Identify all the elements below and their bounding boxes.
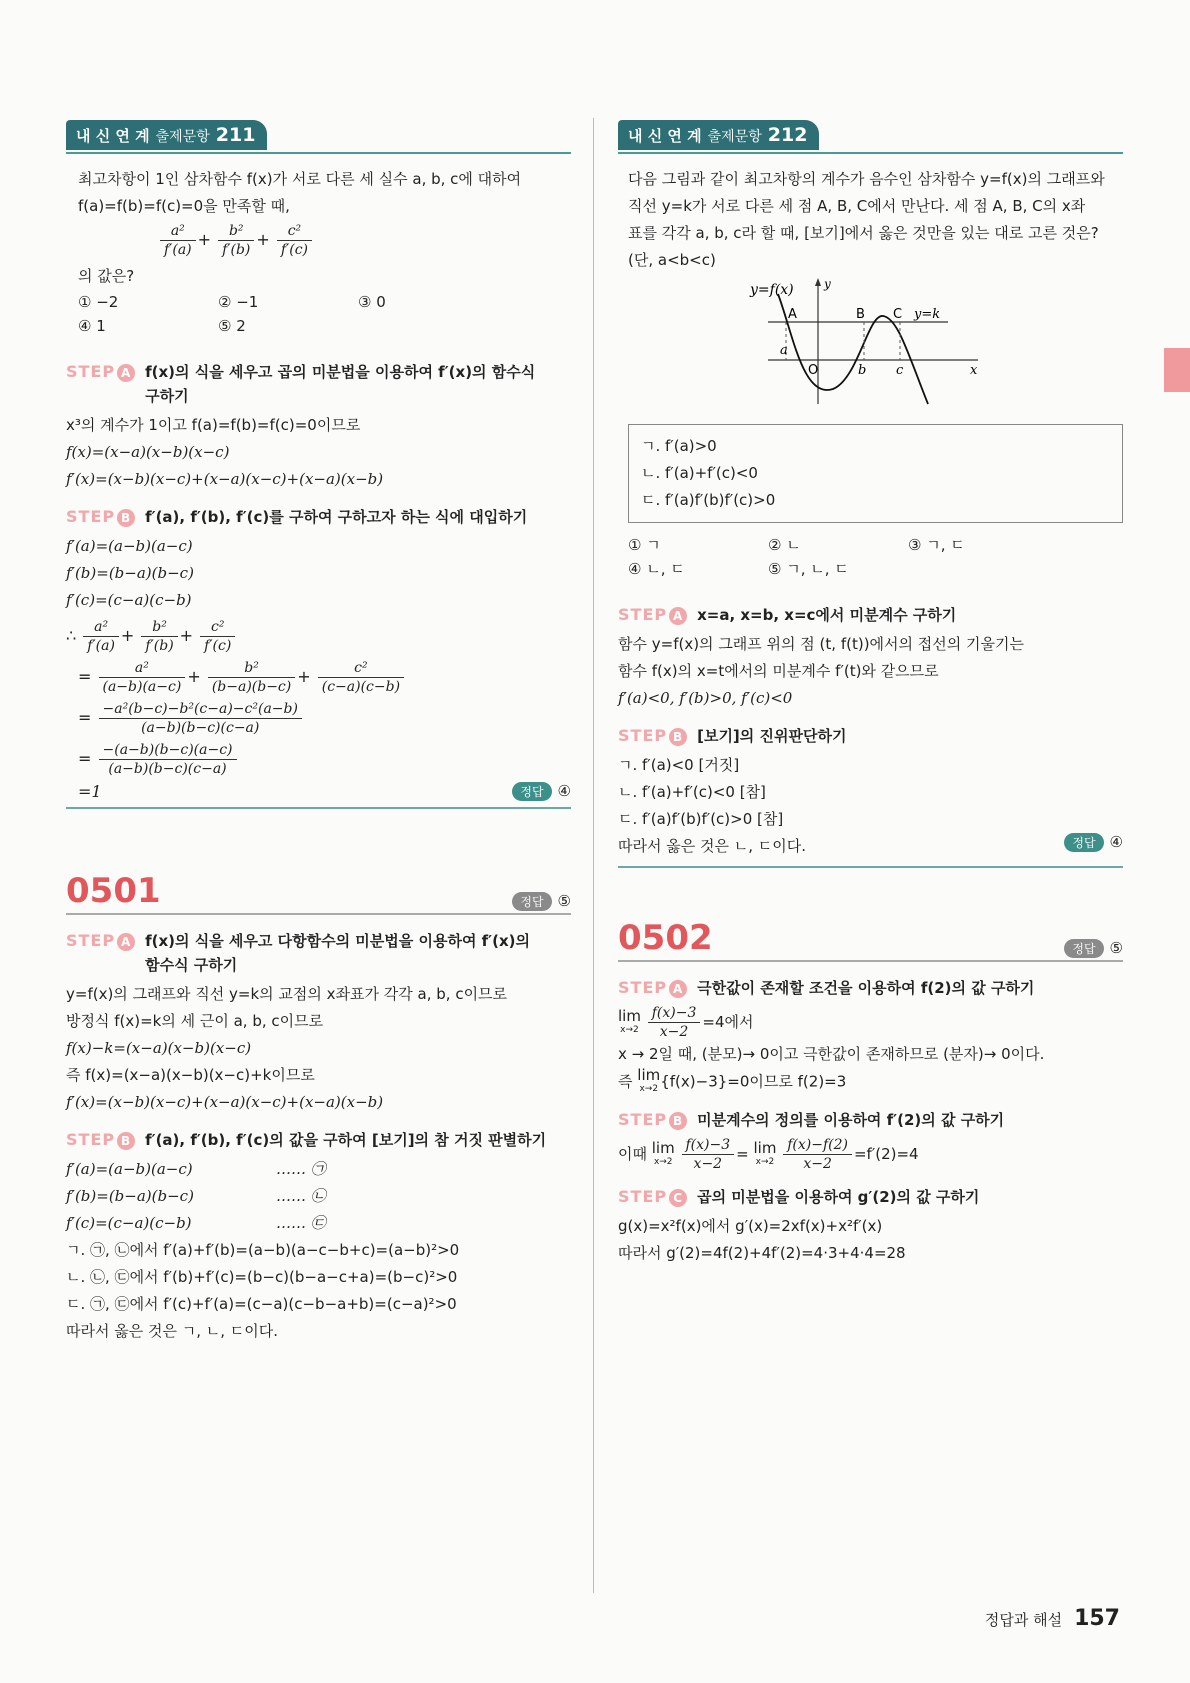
solution-line: f′(a)<0, f′(b)>0, f′(c)<0 [618,689,793,707]
step-label: STEP A [66,929,135,953]
solution-line: ㄱ. ㉠, ㉡에서 f′(a)+f′(b)=(a−b)(a−c−b+c)=(a−b)²>0 [66,1241,460,1259]
choice: ③ ㄱ, ㄷ [908,536,965,554]
label-B: B [856,307,865,322]
choice: ② −1 [218,293,259,311]
bogi-item: ㄱ. f′(a)>0 [641,437,717,455]
cubic-graph [748,274,988,414]
problem-212-body [618,154,1123,581]
badge-number: 211 [215,124,256,146]
label-A: A [788,307,797,322]
choices [628,533,1123,581]
problem-0502-header [618,918,1123,962]
solution-line: f′(a)=(a−b)(a−c) …… ㉠ [66,1160,326,1178]
step-a-heading: STEP A f(x)의 식을 세우고 다항함수의 미분법을 이용하여 f′(x)의 함수식 구하기 [66,931,531,974]
step-a-heading: STEP A 극한값이 존재할 조건을 이용하여 f(2)의 값 구하기 [618,976,1123,1000]
fraction: $\frac{\text{b²}}{f'(b)}$ [218,222,254,259]
solution-expression: = $\frac{\text{a²}}{(a-b)(a-c)}$ + $\frac{\text{b²}}{(b-a)(b-c)}$ + $\frac{\text{c²}}{(c-a)(c-b)}$ [78,659,571,696]
label-b: b [858,363,867,378]
step-b-heading: STEP B [보기]의 진위판단하기 [618,724,1123,748]
solution-expression: = $\frac{-(a-b)(b-c)(a-c)}{(a-b)(b-c)(c-a)}$ [78,741,571,778]
bogi-box [628,424,1123,523]
solution-line: f′(c)=(c−a)(c−b) [66,591,192,609]
step-label: STEP B [66,1128,135,1152]
y-axis-arrow [815,278,821,286]
label-a: a [780,343,788,358]
label-yk: y=k [914,307,941,322]
solution-line: f(x)=(x−a)(x−b)(x−c) [66,443,230,461]
solution-0501 [66,871,571,1345]
choice: ① −2 [78,293,119,311]
question-text: (단, a<b<c) [628,251,716,269]
problem-211-header [66,120,571,154]
choice: ⑤ 2 [218,317,246,335]
bogi-item: ㄴ. f′(a)+f′(c)<0 [641,464,758,482]
choice: ① ㄱ [628,536,661,554]
solution-line: f(x)−k=(x−a)(x−b)(x−c) [66,1039,252,1057]
choice: ④ 1 [78,317,106,335]
answer: 정답 ④ [512,782,571,801]
solution-line: 따라서 옳은 것은 ㄱ, ㄴ, ㄷ이다. [66,1322,279,1340]
step-b-heading: STEP B f′(a), f′(b), f′(c)의 값을 구하여 [보기]의 참 거짓 판별하기 [66,1128,571,1152]
fraction: $\frac{\text{a²}}{f'(a)}$ [160,222,196,259]
step-label: STEP C [618,1185,687,1209]
solution-line: g(x)=x²f(x)에서 g′(x)=2xf(x)+x²f′(x) [618,1217,883,1235]
choices [78,290,571,338]
step-label: STEP A [618,976,687,1000]
label-C: C [893,307,903,322]
solution-expression: = $\frac{\text{−a²(b−c)−b²(c−a)−c²(a−b)}}{(a-b)(b-c)(c-a)}$ [78,700,571,737]
step-label: STEP A [618,603,687,627]
step-c-heading: STEP C 곱의 미분법을 이용하여 g′(2)의 값 구하기 [618,1185,1123,1209]
answer: 정답 ⑤ [512,892,571,911]
solution-line: ㄴ. f′(a)+f′(c)<0 [참] [618,783,766,801]
step-a-heading: STEP A f(x)의 식을 세우고 곱의 미분법을 이용하여 f′(x)의 함수식 구하기 [66,362,536,405]
solution-line: 즉 f(x)=(x−a)(x−b)(x−c)+k이므로 [66,1066,315,1084]
question-text: 의 값은? [78,267,135,285]
question-text: 다음 그림과 같이 최고차항의 계수가 음수인 삼차함수 y=f(x)의 그래프와 [628,170,1105,188]
page-number: 157 [1074,1606,1120,1631]
problem-211-badge [66,120,267,150]
fraction: $\frac{\text{c²}}{f'(c)}$ [277,222,312,259]
badge-sub: 출제문항 [155,129,210,145]
choice: ② ㄴ [768,536,801,554]
badge-number: 212 [767,124,808,146]
label-x: x [970,363,978,378]
problem-212-header [618,120,1123,154]
cubic-curve [778,294,928,404]
choice: ⑤ ㄱ, ㄴ, ㄷ [768,560,849,578]
step-b-heading: STEP B f′(a), f′(b), f′(c)를 구하여 구하고자 하는 식에 대입하기 [66,505,571,529]
badge-text: 내 신 연 계 [628,127,702,145]
solution-line: 함수 f(x)의 x=t에서의 미분계수 f′(t)와 같으므로 [618,662,939,680]
page-footer [985,1606,1120,1631]
limit-expression: 이때 lim x→2 $\frac{f(x)-3}{x-2}$ = lim x→2 $\frac{f(x)-f(2)}{x-2}$ =f′(2)=4 [618,1137,919,1172]
problem-0501-header [66,871,571,915]
solution-line: 따라서 g′(2)=4f(2)+4f′(2)=4·3+4·4=28 [618,1244,906,1262]
solution-line: ㄱ. f′(a)<0 [거짓] [618,756,740,774]
solution-line: f′(b)=(b−a)(b−c) …… ㉡ [66,1187,326,1205]
question-expression: $\frac{\text{a²}}{f'(a)}$ + $\frac{\text{b²}}{f'(b)}$ + $\frac{\text{c²}}{f'(c)}$ [158,222,571,259]
step-label: STEP B [618,724,687,748]
section-end-line [66,807,571,809]
final-value: =1 [78,782,102,801]
choice: ④ ㄴ, ㄷ [628,560,685,578]
answer: 정답 ④ [1064,833,1123,860]
footer-label: 정답과 해설 [984,1611,1063,1629]
solution-line: y=f(x)의 그래프와 직선 y=k의 교점의 x좌표가 각각 a, b, c이므로 [66,985,508,1003]
problem-212-badge [618,120,819,150]
solution-line: f′(x)=(x−b)(x−c)+(x−a)(x−c)+(x−a)(x−b) [66,1093,384,1111]
solution-0502 [618,918,1123,1267]
question-text: 직선 y=k가 서로 다른 세 점 A, B, C에서 만난다. 세 점 A, B, C의 x좌 [628,197,1086,215]
solution-line: ㄷ. f′(a)f′(b)f′(c)>0 [참] [618,810,784,828]
left-column [66,120,571,1345]
solution-line: x³의 계수가 1이고 f(a)=f(b)=f(c)=0이므로 [66,416,361,434]
step-a-heading: STEP A x=a, x=b, x=c에서 미분계수 구하기 [618,603,1123,627]
step-label: STEP B [66,505,135,529]
step-b-heading: STEP B 미분계수의 정의를 이용하여 f′(2)의 값 구하기 [618,1108,1123,1132]
solution-line: ㄷ. ㉠, ㉢에서 f′(c)+f′(a)=(c−a)(c−b−a+b)=(c−a)²>0 [66,1295,457,1313]
step-label: STEP B [618,1108,687,1132]
question-text: 최고차항이 1인 삼차함수 f(x)가 서로 다른 세 실수 a, b, c에 대하여 [78,170,522,188]
problem-number: 0502 [618,918,713,958]
final-row [618,833,1123,860]
solution-line: 즉 lim x→2 {f(x)−3}=0이므로 f(2)=3 [618,1066,847,1094]
solution-line: 따라서 옳은 것은 ㄴ, ㄷ이다. [618,837,806,855]
bogi-item: ㄷ. f′(a)f′(b)f′(c)>0 [641,491,776,509]
solution-line: f′(a)=(a−b)(a−c) [66,537,193,555]
solution-line: f′(c)=(c−a)(c−b) …… ㉢ [66,1214,326,1232]
column-divider [593,118,594,1593]
badge-sub: 출제문항 [707,129,762,145]
solution-line: ㄴ. ㉡, ㉢에서 f′(b)+f′(c)=(b−c)(b−a−c+a)=(b−c)²>0 [66,1268,458,1286]
final-row [78,782,571,801]
solution-line: f′(x)=(x−b)(x−c)+(x−a)(x−c)+(x−a)(x−b) [66,470,384,488]
question-text: f(a)=f(b)=f(c)=0을 만족할 때, [78,197,290,215]
section-end-line [618,866,1123,868]
solution-line: 방정식 f(x)=k의 세 근이 a, b, c이므로 [66,1012,324,1030]
solution-expression: ∴ $\frac{\text{a²}}{f'(a)}$ + $\frac{\text{b²}}{f'(b)}$ + $\frac{\text{c²}}{f'(c)}$ [66,618,571,655]
step-label: STEP A [66,360,135,384]
label-O: O [808,363,819,378]
label-y: y [824,277,831,291]
solution-line: 함수 y=f(x)의 그래프 위의 점 (t, f(t))에서의 접선의 기울기는 [618,635,1024,653]
label-fx: y=f(x) [750,282,794,298]
choice: ③ 0 [358,293,386,311]
solution-line: f′(b)=(b−a)(b−c) [66,564,194,582]
limit-expression: lim x→2 $\frac{f(x)-3}{x-2}$ =4에서 [618,1005,754,1040]
answer: 정답 ⑤ [1064,939,1123,958]
question-text: 표를 각각 a, b, c라 할 때, [보기]에서 옳은 것만을 있는 대로 고른 것은? [628,224,1099,242]
problem-211-body [66,154,571,338]
label-c: c [896,363,904,378]
solution-line: x → 2일 때, (분모)→ 0이고 극한값이 존재하므로 (분자)→ 0이다. [618,1045,1045,1063]
problem-number: 0501 [66,871,161,911]
section-tab [1164,348,1190,392]
badge-text: 내 신 연 계 [76,127,150,145]
right-column [618,120,1123,1267]
